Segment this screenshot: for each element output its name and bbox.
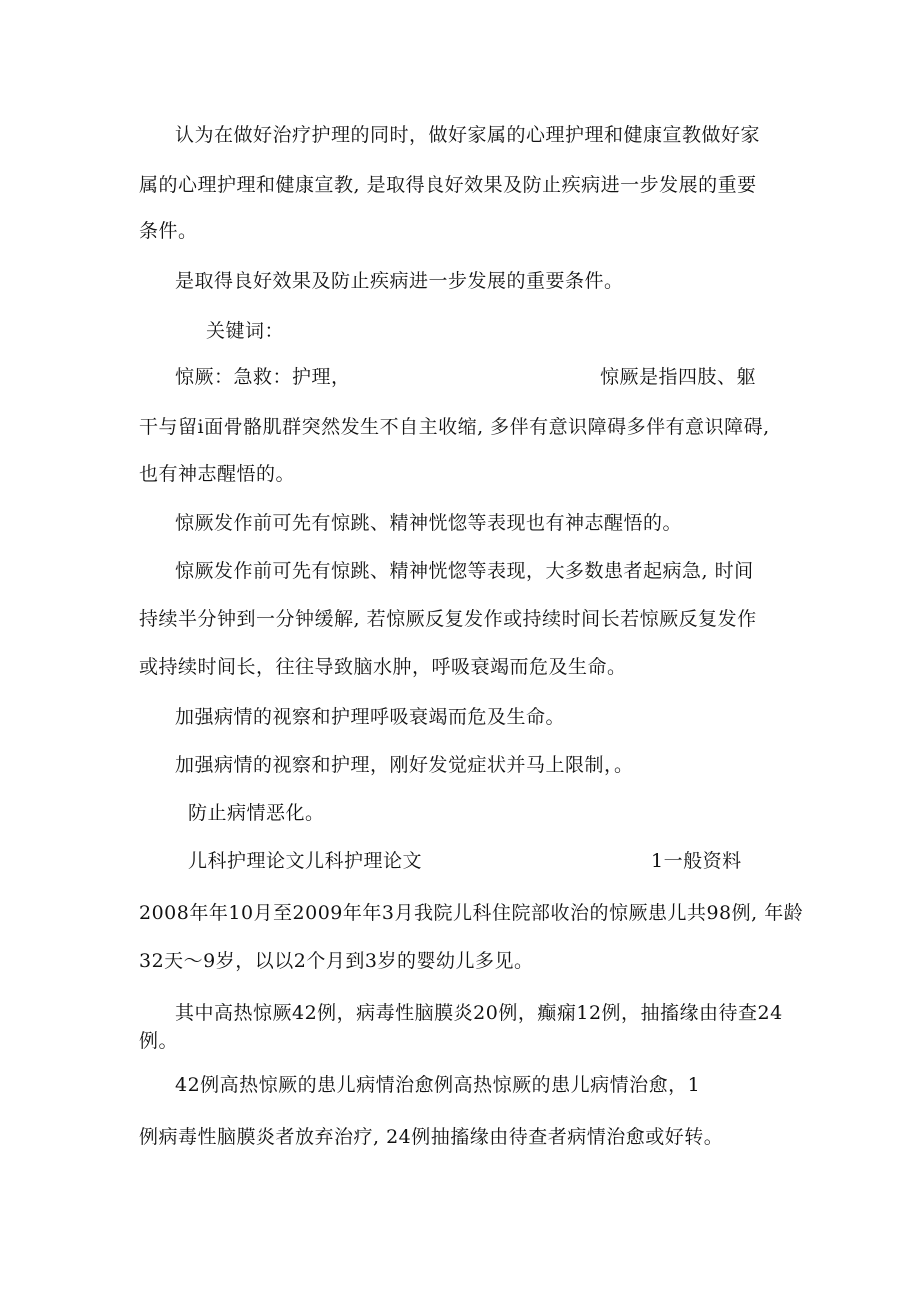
paragraph-line: 惊厥发作前可先有惊跳、精神恍惚等表现也有神志醒悟的。	[175, 512, 683, 534]
paragraph-line: 条件。	[139, 220, 198, 242]
paragraph-line: 加强病情的视察和护理，刚好发觉症状并马上限制，。	[175, 754, 634, 776]
paragraph-line: 是取得良好效果及防止疾病进一步发展的重要条件。	[175, 270, 624, 292]
paragraph-line: 认为在做好治疗护理的同时，做好家属的心理护理和健康宣教做好家	[175, 124, 761, 146]
paragraph-line: 例病毒性脑膜炎者放弃治疗, 24例抽搐缘由待查者病情治愈或好转。	[139, 1126, 724, 1148]
paragraph-line: 防止病情恶化。	[188, 802, 325, 824]
keywords-heading: 关键词：	[206, 320, 285, 342]
paragraph-line: 持续半分钟到一分钟缓解, 若惊厥反复发作或持续时间长若惊厥反复发作	[139, 608, 757, 630]
paragraph-line: 32天～9岁，以以2个月到3岁的婴幼儿多见。	[139, 950, 534, 972]
paragraph-line: 2008年年10月至2009年年3月我院儿科住院部收治的惊厥患儿共98例, 年龄	[139, 902, 804, 924]
paragraph-line: 干与留i面骨骼肌群突然发生不自主收缩, 多伴有意识障碍多伴有意识障碍,	[139, 416, 770, 438]
paragraph-line: 其中高热惊厥42例，病毒性脑膜炎20例，癫痫12例，抽搐缘由待查24	[175, 1002, 783, 1024]
paragraph-line: 属的心理护理和健康宣教, 是取得良好效果及防止疾病进一步发展的重要	[139, 174, 757, 196]
paragraph-line: 惊厥发作前可先有惊跳、精神恍惚等表现，大多数患者起病急, 时间	[175, 560, 754, 582]
keywords-line: 惊厥：急救：护理，	[175, 366, 351, 388]
paragraph-line: 惊厥是指四肢、躯	[600, 366, 757, 388]
paragraph-line: 42例高热惊厥的患儿病情治愈例高热惊厥的患儿病情治愈，1	[175, 1074, 701, 1096]
paragraph-line: 加强病情的视察和护理呼吸衰竭而危及生命。	[175, 706, 566, 728]
section-title: 儿科护理论文儿科护理论文	[188, 850, 423, 872]
paragraph-line: 或持续时间长，往往导致脑水肿，呼吸衰竭而危及生命。	[139, 656, 627, 678]
paragraph-line: 也有神志醒悟的。	[139, 463, 296, 485]
section-heading: 1一般资料	[651, 850, 742, 872]
paragraph-line: 例。	[139, 1030, 179, 1052]
